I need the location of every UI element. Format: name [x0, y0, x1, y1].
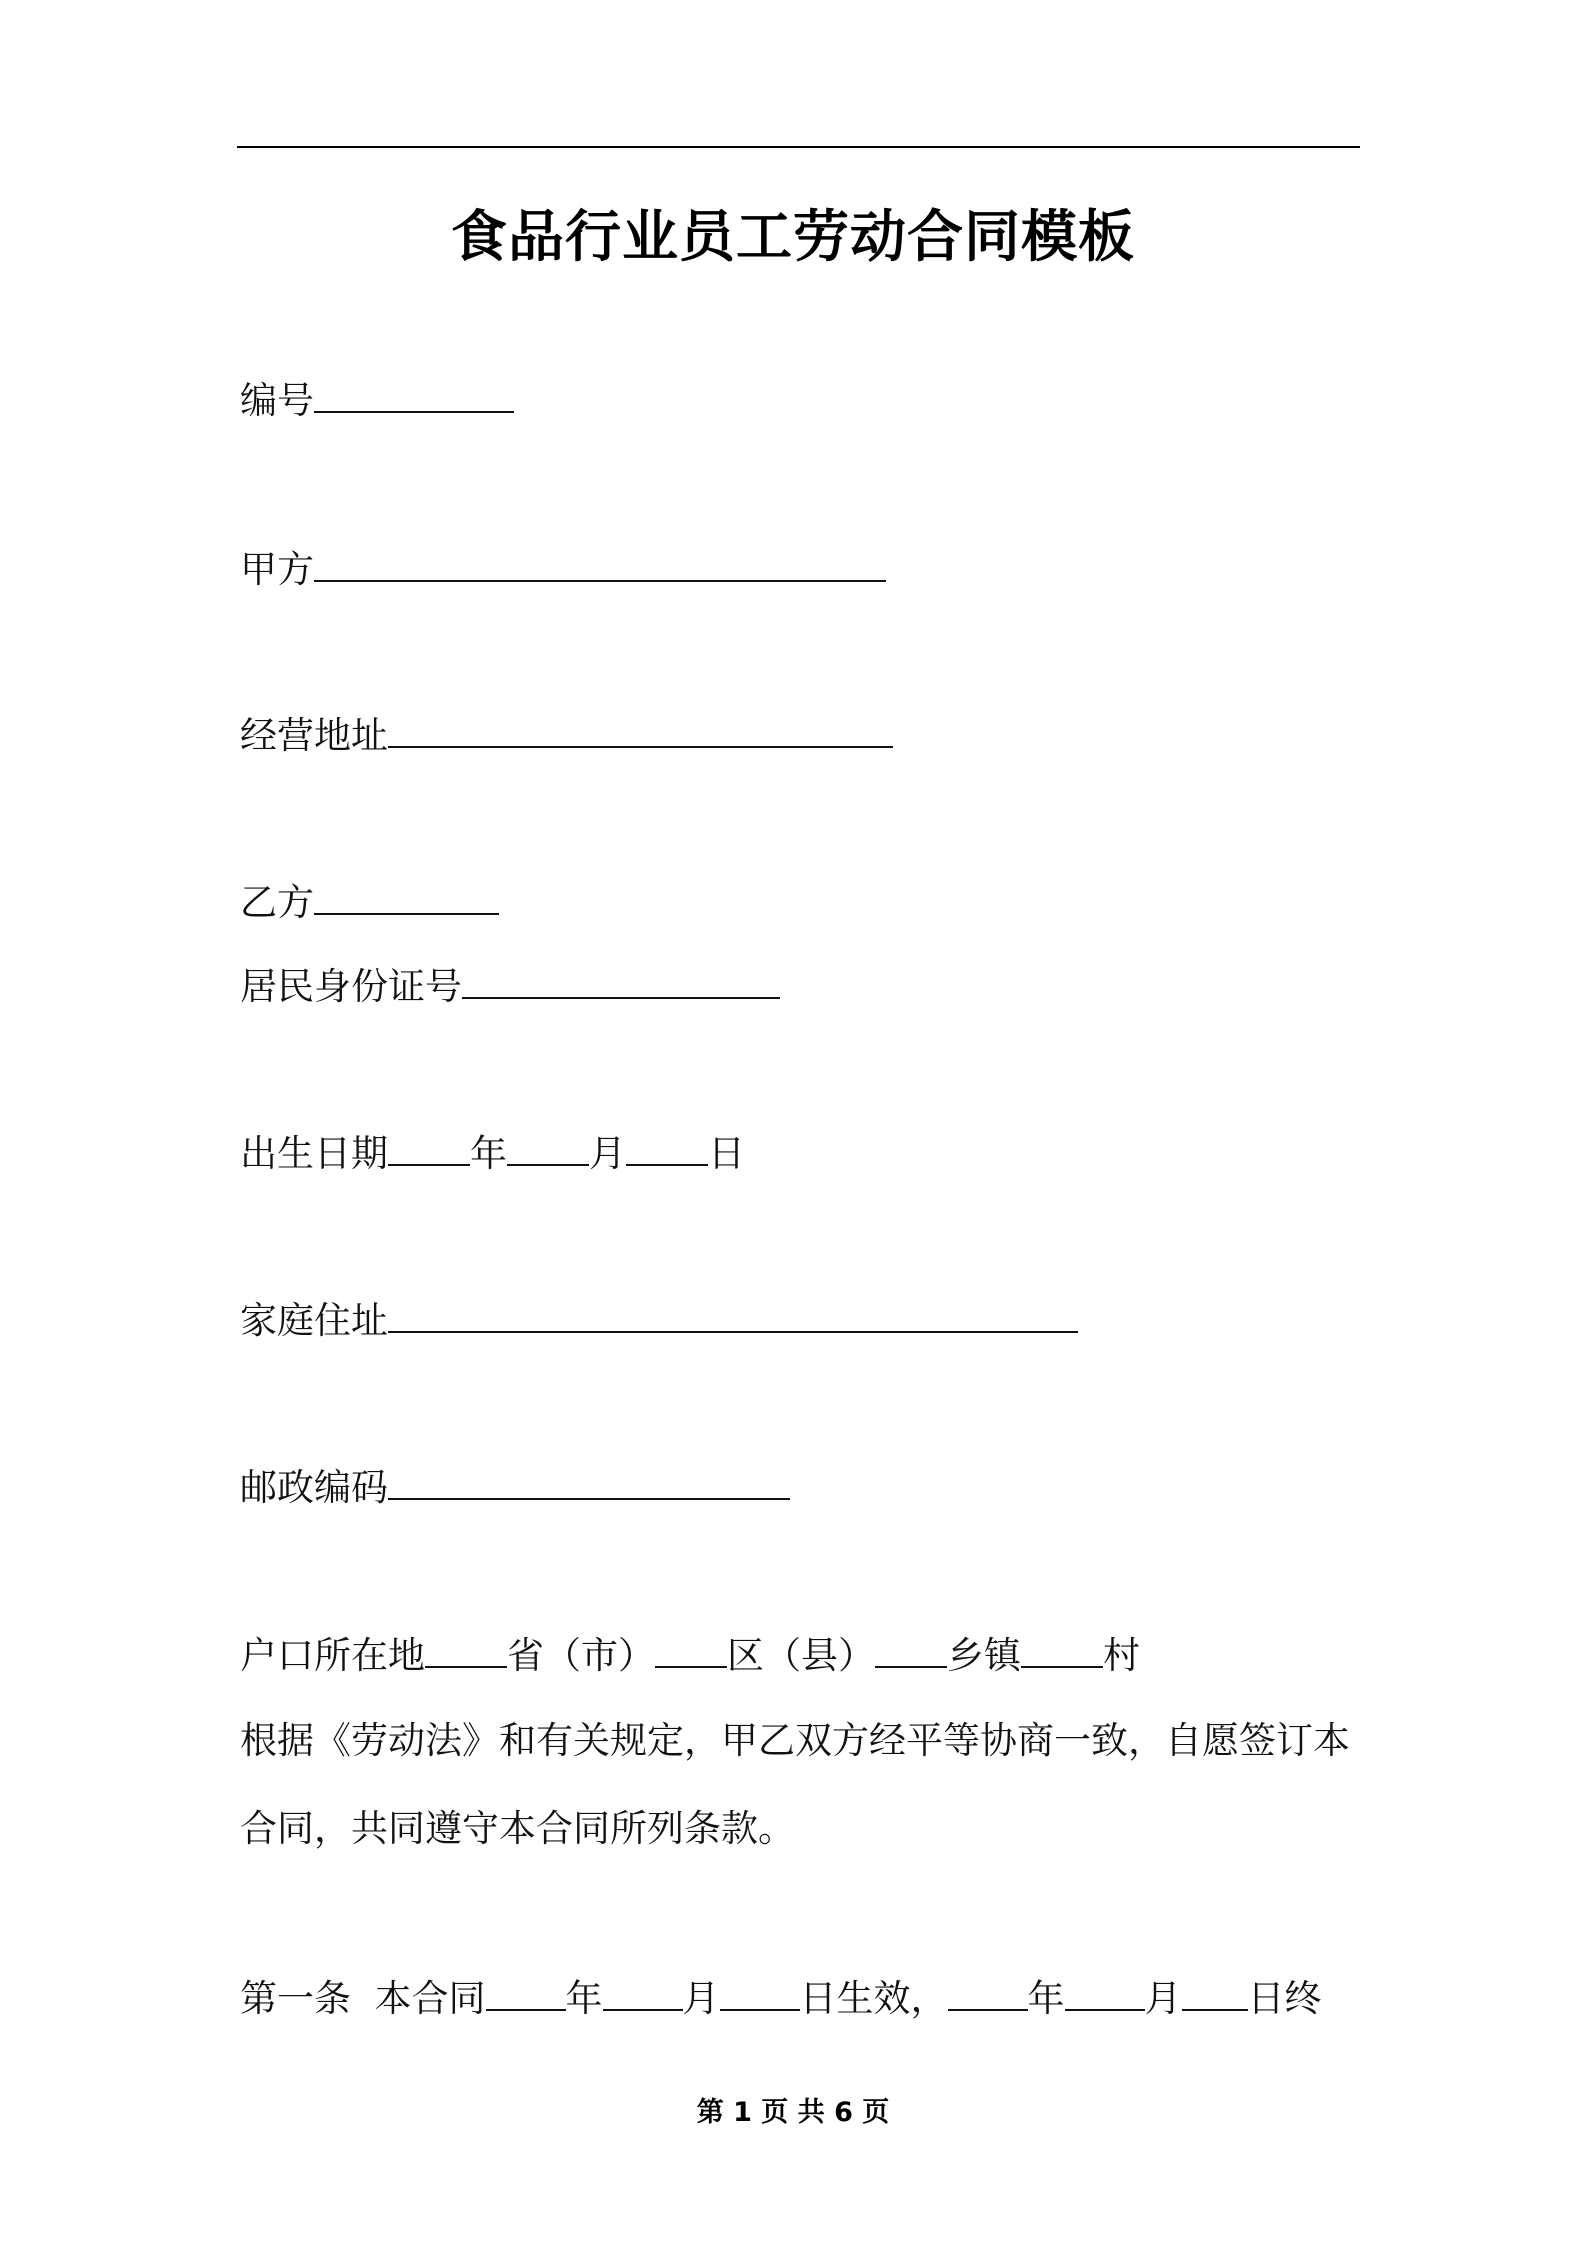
- preamble-line-1: 根据《劳动法》和有关规定，甲乙双方经平等协商一致，自愿签订本: [240, 1719, 1350, 1762]
- end-year-blank: [948, 1975, 1028, 2011]
- id-number-label: 居民身份证号: [240, 965, 462, 1008]
- hukou-district-blank: [655, 1632, 727, 1668]
- business-address-blank: [388, 712, 893, 748]
- page-number-footer: 第 1 页 共 6 页: [696, 2097, 890, 2128]
- birth-year-unit: 年: [470, 1132, 507, 1175]
- end-month-blank: [1065, 1975, 1145, 2011]
- start-year-blank: [486, 1975, 566, 2011]
- hukou-province-blank: [425, 1632, 507, 1668]
- hukou-district-unit: 区（县）: [727, 1634, 875, 1677]
- party-b-line: [240, 879, 499, 926]
- home-address-line: [240, 1297, 1078, 1344]
- birth-date-line: [240, 1130, 745, 1177]
- document-title: 食品行业员工劳动合同模板: [451, 205, 1135, 270]
- id-number-line: [240, 963, 780, 1010]
- hukou-township-blank: [875, 1632, 947, 1668]
- article-1-line: [240, 1975, 1322, 2022]
- hukou-label: 户口所在地: [240, 1634, 425, 1677]
- end-month-unit: 月: [1144, 1977, 1182, 2020]
- party-a-blank: [314, 546, 886, 582]
- birth-month-blank: [507, 1130, 589, 1166]
- birth-year-blank: [388, 1130, 470, 1166]
- hukou-village-blank: [1021, 1632, 1103, 1668]
- start-day-blank: [720, 1975, 800, 2011]
- end-day-blank: [1182, 1975, 1248, 2011]
- hukou-township-unit: 乡镇: [947, 1634, 1021, 1677]
- party-a-line: [240, 546, 886, 593]
- header-rule: [237, 146, 1360, 148]
- start-month-unit: 月: [682, 1977, 720, 2020]
- hukou-village-unit: 村: [1103, 1634, 1140, 1677]
- party-b-label: 乙方: [240, 881, 314, 924]
- birth-date-label: 出生日期: [240, 1132, 388, 1175]
- postal-code-label: 邮政编码: [240, 1466, 388, 1509]
- preamble-line-2: 合同，共同遵守本合同所列条款。: [240, 1807, 795, 1850]
- business-address-line: [240, 712, 893, 759]
- contract-number-label: 编号: [240, 379, 314, 422]
- birth-day-blank: [626, 1130, 708, 1166]
- end-year-unit: 年: [1027, 1977, 1065, 2020]
- postal-code-line: [240, 1464, 790, 1511]
- contract-number-blank: [314, 377, 514, 413]
- end-text: 日终: [1247, 1977, 1322, 2020]
- hukou-province-unit: 省（市）: [507, 1634, 655, 1677]
- start-month-blank: [603, 1975, 683, 2011]
- birth-day-unit: 日: [708, 1132, 745, 1175]
- home-address-blank: [388, 1297, 1078, 1333]
- business-address-label: 经营地址: [240, 714, 388, 757]
- postal-code-blank: [388, 1464, 790, 1500]
- id-number-blank: [462, 963, 780, 999]
- start-effective-text: 日生效，: [799, 1977, 948, 2020]
- home-address-label: 家庭住址: [240, 1299, 388, 1342]
- start-year-unit: 年: [565, 1977, 603, 2020]
- birth-month-unit: 月: [589, 1132, 626, 1175]
- hukou-line: [240, 1632, 1140, 1679]
- contract-number-line: [240, 377, 514, 424]
- party-b-blank: [314, 879, 499, 915]
- article-1-prefix: 第一条 本合同: [240, 1977, 486, 2020]
- party-a-label: 甲方: [240, 548, 314, 591]
